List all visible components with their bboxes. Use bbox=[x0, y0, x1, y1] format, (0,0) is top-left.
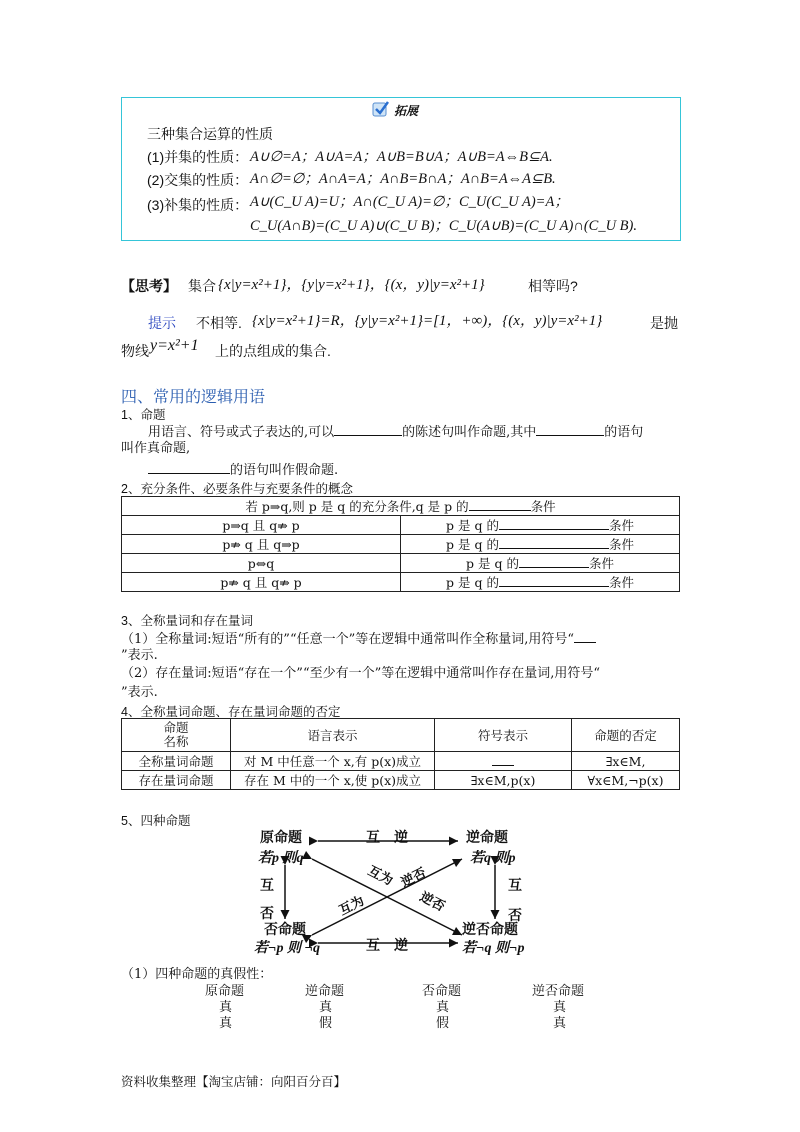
res-cell: p 是 q 的 条件 bbox=[401, 573, 680, 592]
hint-line2-prefix: 物线 bbox=[121, 343, 149, 359]
conv-title: 逆命题 bbox=[466, 831, 508, 846]
cell: ∃x∈M,p(x) bbox=[435, 771, 572, 790]
s3-l1 bbox=[121, 628, 596, 649]
header-negation: 命题的否定 bbox=[572, 719, 680, 752]
res-cell: p 是 q 的 条件 bbox=[401, 516, 680, 535]
table-row bbox=[122, 752, 680, 771]
hint-text: 不相等. bbox=[196, 315, 242, 331]
s1-title: 1、命题 bbox=[121, 408, 166, 422]
hint-label: 提示 bbox=[148, 315, 176, 331]
table-row bbox=[122, 497, 680, 516]
res-cell: p 是 q 的 条件 bbox=[401, 535, 680, 554]
table-row bbox=[122, 719, 680, 752]
cond-cell: p⇏ q 且 q⇏ p bbox=[122, 573, 401, 592]
cell: 全称量词命题 bbox=[122, 752, 231, 771]
left-a: 互 bbox=[260, 879, 274, 894]
extension-title: 拓展 bbox=[394, 104, 419, 118]
hint-suffix: 是抛 bbox=[650, 315, 678, 331]
blank-2 bbox=[536, 421, 604, 436]
diag-label-3: 互为 bbox=[336, 892, 367, 918]
left-b: 否 bbox=[260, 907, 274, 922]
quantifier-table bbox=[121, 718, 680, 790]
truth-cell: 假 bbox=[319, 1016, 333, 1031]
hint-line2-suffix: 上的点组成的集合. bbox=[215, 343, 331, 359]
blank-4 bbox=[574, 628, 596, 643]
table-header bbox=[122, 497, 680, 516]
right-b: 否 bbox=[508, 909, 522, 924]
think-suffix: 相等吗? bbox=[528, 278, 578, 294]
s3-l4: ”表示. bbox=[121, 685, 158, 700]
diag-label-4: 逆否 bbox=[417, 888, 448, 914]
s1-line1a: 用语言、符号或式子表达的,可以 bbox=[148, 425, 335, 440]
think-label: 【思考】 bbox=[121, 278, 177, 294]
check-icon bbox=[372, 100, 390, 122]
truth-header-0: 原命题 bbox=[205, 984, 245, 999]
union-label: (1)并集的性质： bbox=[147, 149, 249, 165]
cell: 存在 M 中的一个 x,使 p(x)成立 bbox=[231, 771, 435, 790]
contra-sub: 若¬q 则¬p bbox=[462, 941, 525, 956]
right-a: 互 bbox=[508, 879, 522, 894]
truth-title: （1）四种命题的真假性： bbox=[121, 967, 273, 982]
think-prefix: 集合 bbox=[188, 278, 216, 294]
four-propositions-diagram bbox=[250, 825, 550, 957]
truth-cell: 真 bbox=[436, 1000, 450, 1015]
truth-cell: 真 bbox=[553, 1000, 567, 1015]
think-sets: {x|y=x²+1}，{y|y=x²+1}，{(x，y)|y=x²+1} bbox=[218, 277, 485, 293]
blank-1 bbox=[334, 421, 402, 436]
footer-text: 资料收集整理【淘宝店铺：向阳百分百】 bbox=[121, 1074, 347, 1089]
table-row bbox=[122, 573, 680, 592]
orig-title: 原命题 bbox=[260, 831, 302, 846]
s4-title: 4、全称量词命题、存在量词命题的否定 bbox=[121, 705, 341, 719]
complement-label: (3)补集的性质： bbox=[147, 197, 249, 213]
s1-line1b: 的陈述句叫作命题,其中 bbox=[402, 425, 537, 440]
cond-cell: p⇒q 且 q⇏ p bbox=[122, 516, 401, 535]
hint-line2-formula: y=x²+1 bbox=[150, 337, 199, 354]
s1-line3-text: 的语句叫作假命题. bbox=[230, 463, 339, 478]
inv-sub: 若¬p 则 ¬q bbox=[254, 941, 320, 956]
conv-sub: 若q 则p bbox=[470, 851, 516, 866]
diag-label-1: 互为 bbox=[365, 862, 396, 888]
cell: ∃x∈M, bbox=[572, 752, 680, 771]
truth-cell: 假 bbox=[436, 1016, 450, 1031]
truth-header-2: 否命题 bbox=[422, 984, 462, 999]
truth-header-1: 逆命题 bbox=[305, 984, 345, 999]
truth-header-3: 逆否命题 bbox=[532, 984, 585, 999]
table-row bbox=[122, 535, 680, 554]
header-left: 若 p⇒q,则 p 是 q 的充分条件,q 是 p 的 bbox=[245, 499, 469, 514]
s1-line1 bbox=[148, 421, 643, 442]
blank-3 bbox=[148, 459, 230, 474]
cond-cell: p⇏ q 且 q⇒p bbox=[122, 535, 401, 554]
cell: 存在量词命题 bbox=[122, 771, 231, 790]
header-name: 命题 名称 bbox=[122, 719, 231, 752]
s3-title: 3、全称量词和存在量词 bbox=[121, 614, 253, 628]
diag-label-2: 逆否 bbox=[398, 864, 429, 890]
header-right: 条件 bbox=[530, 499, 556, 514]
table-row bbox=[122, 771, 680, 790]
truth-cell: 真 bbox=[219, 1016, 233, 1031]
header-blank bbox=[469, 499, 531, 511]
res-cell: p 是 q 的 条件 bbox=[401, 554, 680, 573]
inv-title: 否命题 bbox=[264, 923, 306, 938]
bottom-label: 互 逆 bbox=[366, 939, 408, 954]
cell-blank bbox=[435, 752, 572, 771]
cell: 对 M 中任意一个 x,有 p(x)成立 bbox=[231, 752, 435, 771]
intersection-label: (2)交集的性质： bbox=[147, 172, 249, 188]
extension-heading: 三种集合运算的性质 bbox=[147, 126, 273, 142]
complement-formula-2: C_U(A∩B)=(C_U A)∪(C_U B)；C_U(A∪B)=(C_U A)∩(C_U B). bbox=[250, 218, 637, 234]
cell: ∀x∈M,¬p(x) bbox=[572, 771, 680, 790]
orig-sub: 若p 则q bbox=[258, 851, 304, 866]
s1-line1c: 的语句 bbox=[604, 425, 644, 440]
union-formula: A∪∅=A；A∪A=A；A∪B=B∪A；A∪B=A⇔B⊆A. bbox=[250, 149, 553, 165]
section-title: 四、常用的逻辑用语 bbox=[121, 389, 266, 406]
top-label: 互 逆 bbox=[366, 831, 408, 846]
cond-cell: p⇔q bbox=[122, 554, 401, 573]
s1-line3 bbox=[148, 459, 338, 480]
table-row bbox=[122, 554, 680, 573]
s3-l1-text: （1）全称量词:短语“所有的”“任意一个”等在逻辑中通常叫作全称量词,用符号“ bbox=[121, 632, 575, 647]
s1-line2: 叫作真命题, bbox=[121, 441, 191, 456]
conditions-table bbox=[121, 496, 680, 592]
truth-cell: 真 bbox=[319, 1000, 333, 1015]
s5-title: 5、四种命题 bbox=[121, 814, 191, 828]
hint-formula: {x|y=x²+1}=R，{y|y=x²+1}=[1，+∞)，{(x，y)|y=x²+1} bbox=[252, 313, 603, 329]
header-symbol: 符号表示 bbox=[435, 719, 572, 752]
table-row bbox=[122, 516, 680, 535]
contra-title: 逆否命题 bbox=[462, 923, 518, 938]
s2-title: 2、充分条件、必要条件与充要条件的概念 bbox=[121, 482, 353, 496]
header-lang: 语言表示 bbox=[231, 719, 435, 752]
intersection-formula: A∩∅=∅；A∩A=A；A∩B=B∩A；A∩B=A⇔A⊆B. bbox=[250, 171, 556, 187]
s3-l2: ”表示. bbox=[121, 648, 158, 663]
s3-l3: （2）存在量词:短语“存在一个”“至少有一个”等在逻辑中通常叫作存在量词,用符号“ bbox=[121, 666, 601, 681]
complement-formula-1: A∪(C_U A)=U；A∩(C_U A)=∅；C_U(C_U A)=A； bbox=[250, 194, 569, 210]
truth-cell: 真 bbox=[553, 1016, 567, 1031]
truth-cell: 真 bbox=[219, 1000, 233, 1015]
